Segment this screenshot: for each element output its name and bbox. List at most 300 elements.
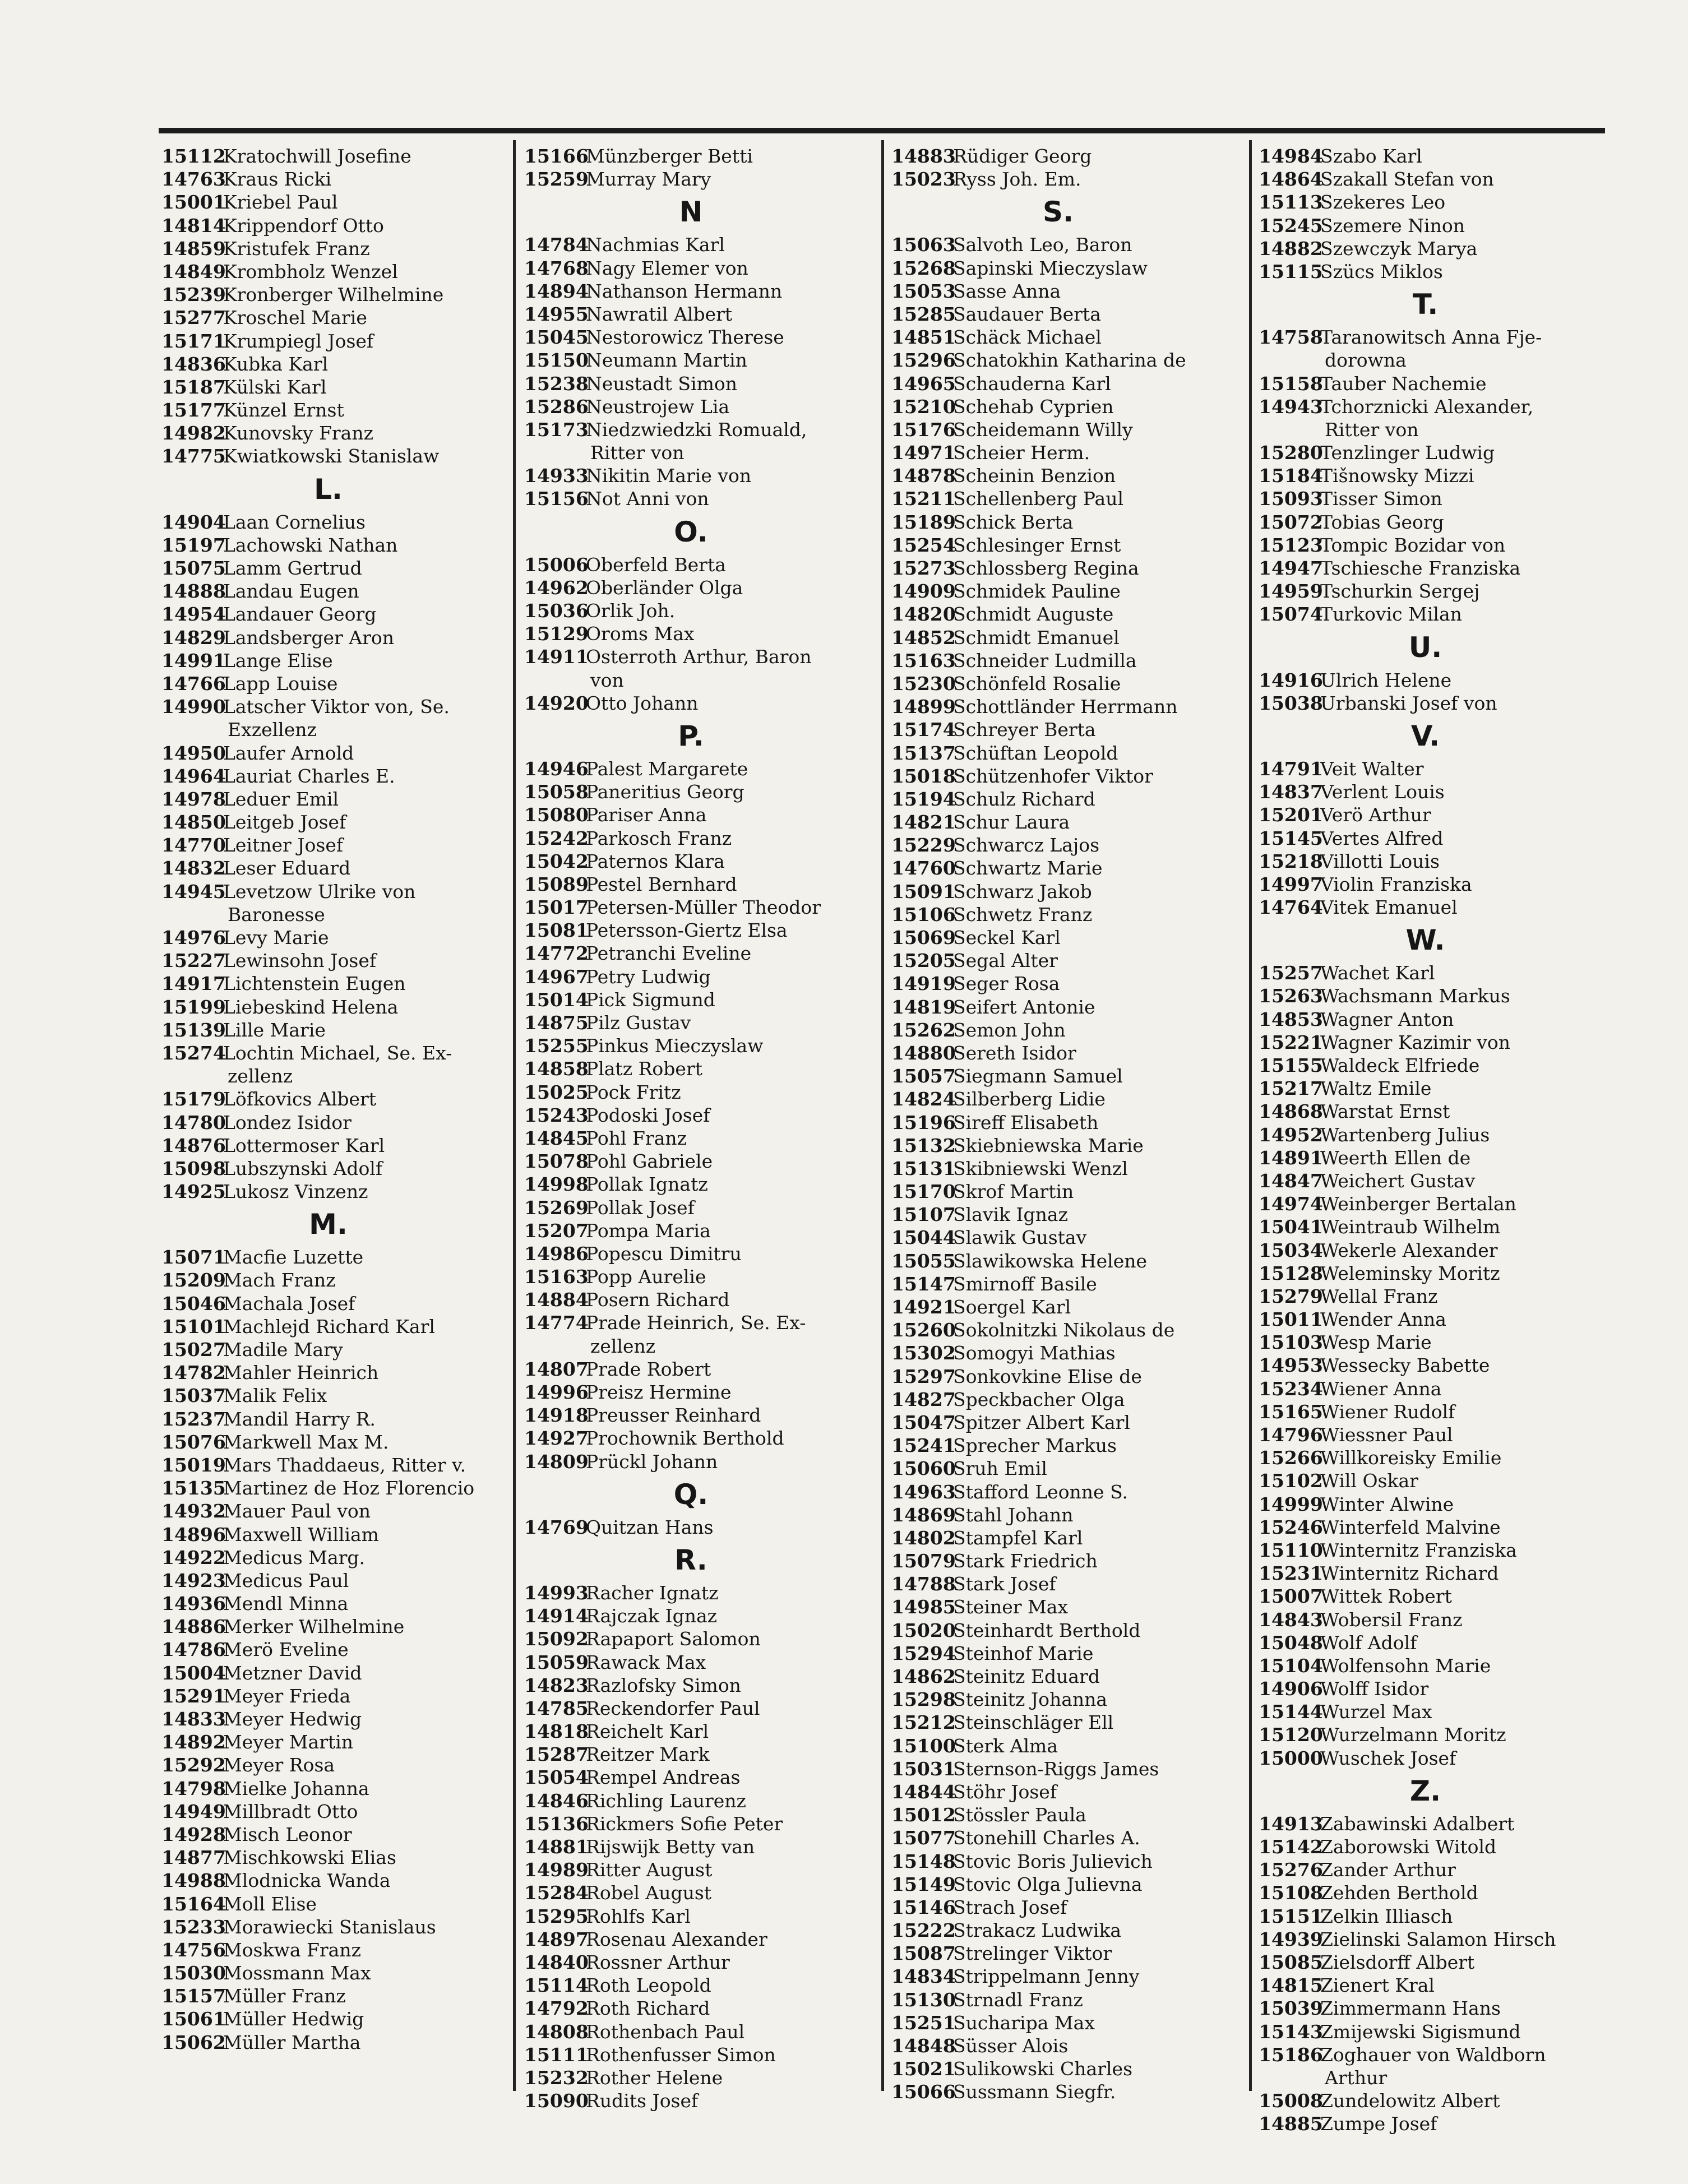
entry-number: 15007 <box>1259 1585 1323 1608</box>
entry-name: Zumpe Josef <box>1320 2113 1437 2135</box>
list-item <box>891 1318 1247 1341</box>
entry-name: Nagy Elemer von <box>586 257 748 279</box>
list-item <box>1259 827 1615 850</box>
entry-number: 15286 <box>524 395 589 418</box>
entry-name: Wesp Marie <box>1320 1331 1432 1354</box>
entry-number: 15229 <box>891 834 956 857</box>
entry-number: 14927 <box>524 1427 589 1450</box>
entry-name: Schönfeld Rosalie <box>953 672 1121 695</box>
entry-name: Madile Mary <box>223 1339 343 1361</box>
entry-number: 15284 <box>524 1882 589 1904</box>
entry-name: Rapaport Salomon <box>586 1628 761 1650</box>
entry-number: 14985 <box>891 1596 956 1618</box>
list-item <box>891 1088 1247 1110</box>
entry-number: 15173 <box>524 418 589 441</box>
entry-name: Zundelowitz Albert <box>1320 2090 1500 2112</box>
entry-name: Neustrojew Lia <box>586 395 730 418</box>
entry-number: 15091 <box>891 880 956 903</box>
entry-number: 14772 <box>524 942 589 965</box>
entry-number: 15287 <box>524 1743 589 1766</box>
list-item <box>161 1111 517 1134</box>
entry-name: Lochtin Michael, Se. Ex- <box>223 1042 452 1064</box>
entry-name: Malik Felix <box>223 1385 327 1407</box>
entry-name: Rohlfs Karl <box>586 1905 691 1927</box>
entry-number: 14952 <box>1259 1123 1323 1146</box>
entry-name: Lachowski Nathan <box>223 534 398 556</box>
entry-name: Saudauer Berta <box>953 303 1101 325</box>
entry-name: Tchorznicki Alexander, <box>1320 395 1534 418</box>
list-item <box>891 1942 1247 1965</box>
entry-number: 15034 <box>1259 1239 1323 1261</box>
entry-name: Kriebel Paul <box>223 191 338 214</box>
entry-number: 15114 <box>524 1974 589 1997</box>
entry-name: Nikitin Marie von <box>586 465 752 487</box>
entry-number: 14974 <box>1259 1193 1323 1215</box>
entry-number: 14766 <box>161 672 226 695</box>
list-item <box>161 1361 517 1384</box>
list-item <box>161 1708 517 1730</box>
entry-name: Robel August <box>586 1882 712 1904</box>
entry-number: 15257 <box>1259 962 1323 984</box>
list-item <box>1259 2020 1615 2043</box>
list-item <box>524 1928 880 1951</box>
list-item <box>161 283 517 306</box>
entry-name: Rossner Arthur <box>586 1951 730 1973</box>
list-item <box>524 1288 880 1311</box>
entry-name: Wurzelmann Moritz <box>1320 1724 1506 1746</box>
list-item <box>524 303 880 326</box>
entry-name: Millbradt Otto <box>223 1800 358 1822</box>
list-item <box>1259 1585 1615 1608</box>
entry-name: Sruh Emil <box>953 1457 1047 1480</box>
entry-name: Reichelt Karl <box>586 1720 709 1743</box>
entry-number: 14832 <box>161 857 226 880</box>
entry-name: Otto Johann <box>586 692 699 714</box>
entry-number: 15069 <box>891 927 956 948</box>
entry-number: 14921 <box>891 1296 956 1318</box>
entry-name: Tschiesche Franziska <box>1320 557 1521 579</box>
entry-name: Leitner Josef <box>223 834 344 857</box>
entry-name: Waldeck Elfriede <box>1320 1054 1480 1076</box>
entry-number: 14963 <box>891 1480 956 1503</box>
list-item <box>891 1480 1247 1503</box>
entry-name: Metzner David <box>223 1662 362 1684</box>
entry-name: Wender Anna <box>1320 1308 1446 1331</box>
list-item <box>891 280 1247 303</box>
entry-name: Sterk Alma <box>953 1734 1058 1757</box>
entry-number: 15047 <box>891 1411 956 1433</box>
list-item <box>1259 1700 1615 1723</box>
entry-number: 15179 <box>161 1088 226 1110</box>
entry-number: 14877 <box>161 1847 226 1869</box>
entry-number: 14996 <box>524 1381 589 1403</box>
entry-name: Mischkowski Elias <box>223 1847 396 1869</box>
entry-name: Paternos Klara <box>586 850 725 872</box>
list-item <box>161 306 517 329</box>
entry-name: Latscher Viktor von, Se. <box>223 696 450 718</box>
list-item <box>891 742 1247 765</box>
list-item <box>161 1454 517 1477</box>
entry-number: 15298 <box>891 1688 956 1711</box>
entry-name: Podoski Josef <box>586 1104 710 1126</box>
list-item <box>524 780 880 803</box>
section-letter: R. <box>674 1543 707 1576</box>
entry-number: 15177 <box>161 399 226 422</box>
entry-number: 14920 <box>524 692 589 714</box>
entry-name: Lottermoser Karl <box>223 1134 385 1156</box>
entry-name: Schmidt Auguste <box>953 603 1114 626</box>
list-item <box>1259 1400 1615 1423</box>
entry-name: Winterfeld Malvine <box>1320 1516 1501 1538</box>
entry-name: Kunovsky Franz <box>223 422 373 445</box>
list-item <box>524 576 880 599</box>
list-item <box>1259 873 1615 896</box>
list-item <box>1259 464 1615 487</box>
entry-name: Zielinski Salamon Hirsch <box>1320 1928 1556 1950</box>
list-item <box>161 1292 517 1315</box>
entry-number: 14916 <box>1259 669 1323 691</box>
entry-name: Tisser Simon <box>1320 488 1442 510</box>
entry-name: Nestorowicz Therese <box>586 326 784 349</box>
entry-name: Schatokhin Katharina de <box>953 349 1186 372</box>
list-item <box>161 1088 517 1110</box>
list-item <box>1259 984 1615 1007</box>
entry-name: Lubszynski Adolf <box>223 1157 383 1179</box>
entry-name: Rajczak Ignaz <box>586 1605 718 1627</box>
entry-number: 14851 <box>891 326 956 349</box>
entry-name: Villotti Louis <box>1320 850 1440 872</box>
entry-name: Stovic Olga Julievna <box>953 1873 1143 1895</box>
list-item <box>524 1581 880 1604</box>
entry-number: 14904 <box>161 511 226 533</box>
entry-number: 15150 <box>524 349 589 372</box>
entry-number: 15171 <box>161 330 226 352</box>
entry-name: Taranowitsch Anna Fje- <box>1320 326 1542 349</box>
list-item <box>524 1627 880 1650</box>
entry-name: Wachsmann Markus <box>1320 985 1510 1007</box>
entry-number: 14756 <box>161 1938 226 1961</box>
entry-name: Mendl Minna <box>223 1593 349 1615</box>
list-item <box>524 1081 880 1104</box>
entry-number: 15107 <box>891 1204 956 1226</box>
list-item <box>1259 1997 1615 2020</box>
list-item <box>891 1642 1247 1665</box>
entry-name: Rosenau Alexander <box>586 1928 767 1950</box>
list-item <box>1259 1123 1615 1146</box>
entry-name: Sternson-Riggs James <box>953 1757 1159 1780</box>
entry-name: Weinberger Bertalan <box>1320 1193 1516 1215</box>
entry-number: 14792 <box>524 1997 589 2020</box>
entry-name: Tenzlinger Ludwig <box>1320 442 1495 464</box>
entry-continuation: Baronesse <box>228 903 325 926</box>
list-item <box>524 1034 880 1057</box>
entry-number: 15187 <box>161 376 226 398</box>
entry-name: Stovic Boris Julievich <box>953 1850 1153 1872</box>
entry-name: Schlossberg Regina <box>953 557 1139 579</box>
list-item <box>161 695 517 718</box>
entry-number: 14954 <box>161 603 226 626</box>
list-item <box>891 1341 1247 1364</box>
column-1 <box>161 145 517 2054</box>
list-item <box>1259 1239 1615 1262</box>
entry-name: Spitzer Albert Karl <box>953 1411 1130 1433</box>
entry-name: Leser Eduard <box>223 857 351 880</box>
list-item <box>161 1592 517 1615</box>
entry-number: 15143 <box>1259 2020 1323 2043</box>
entry-name: Medicus Paul <box>223 1569 349 1591</box>
list-item <box>891 2034 1247 2057</box>
entry-name: Siegmann Samuel <box>953 1065 1123 1088</box>
entry-number: 14852 <box>891 626 956 649</box>
entry-number: 15210 <box>891 395 956 418</box>
list-item <box>891 1919 1247 1942</box>
list-item <box>524 1219 880 1242</box>
entry-number: 15218 <box>1259 850 1323 872</box>
entry-number: 15037 <box>161 1385 226 1407</box>
entry-continuation: zellenz <box>228 1065 293 1088</box>
entry-number: 15255 <box>524 1035 589 1057</box>
entry-number: 14989 <box>524 1859 589 1881</box>
entry-name: Leitgeb Josef <box>223 811 346 834</box>
entry-name: Londez Isidor <box>223 1111 352 1133</box>
entry-number: 14843 <box>1259 1608 1323 1631</box>
list-item <box>161 1477 517 1500</box>
entry-name: Meyer Martin <box>223 1731 354 1753</box>
entry-name: Wittek Robert <box>1320 1585 1452 1608</box>
entry-number: 15277 <box>161 307 226 329</box>
list-item <box>524 280 880 303</box>
entry-number: 14982 <box>161 422 226 445</box>
entry-name: Somogyi Mathias <box>953 1342 1116 1364</box>
entry-name: Szekeres Leo <box>1320 191 1446 214</box>
list-item <box>161 1915 517 1938</box>
entry-name: Oberländer Olga <box>586 576 743 599</box>
entry-number: 15294 <box>891 1642 956 1664</box>
entry-number: 14933 <box>524 465 589 487</box>
entry-number: 15295 <box>524 1905 589 1927</box>
entry-continuation: Exzellenz <box>228 719 317 741</box>
entry-name: Zmijewski Sigismund <box>1320 2020 1521 2043</box>
list-item <box>161 1246 517 1269</box>
entry-number: 14888 <box>161 580 226 603</box>
entry-name: Pollak Josef <box>586 1196 695 1219</box>
entry-number: 14869 <box>891 1503 956 1526</box>
list-item <box>161 260 517 283</box>
entry-name: Prochownik Berthold <box>586 1427 784 1450</box>
list-item <box>161 1893 517 1915</box>
list-item <box>161 1523 517 1546</box>
entry-number: 14868 <box>1259 1100 1323 1123</box>
entry-name: Warstat Ernst <box>1320 1100 1450 1123</box>
entry-name: Schulz Richard <box>953 788 1095 810</box>
entry-number: 14998 <box>524 1173 589 1196</box>
list-item <box>161 834 517 857</box>
list-item <box>891 349 1247 372</box>
list-item <box>161 1730 517 1753</box>
entry-number: 15001 <box>161 191 226 214</box>
list-item <box>161 1269 517 1292</box>
entry-name: Medicus Marg. <box>223 1546 366 1568</box>
entry-name: Veit Walter <box>1320 757 1424 780</box>
list-item <box>891 1896 1247 1919</box>
entry-name: Markwell Max M. <box>223 1431 389 1453</box>
entry-number: 14784 <box>524 234 589 256</box>
entry-name: Reckendorfer Paul <box>586 1697 760 1719</box>
list-item <box>891 649 1247 672</box>
entry-name: Müller Martha <box>223 2031 361 2053</box>
entry-number: 15063 <box>891 234 956 256</box>
list-item <box>161 1569 517 1592</box>
list-item <box>891 903 1247 926</box>
entry-number: 15221 <box>1259 1031 1323 1053</box>
entry-number: 15112 <box>161 145 226 167</box>
list-item <box>1259 1031 1615 1054</box>
column-divider <box>1249 140 1252 2091</box>
entry-name: Scheier Herm. <box>953 442 1090 464</box>
entry-name: Rothenfusser Simon <box>586 2043 776 2066</box>
entry-number: 14849 <box>161 260 226 283</box>
entry-name: Maxwell William <box>223 1523 379 1546</box>
entry-name: Kronberger Wilhelmine <box>223 284 444 306</box>
entry-name: Künzel Ernst <box>223 399 344 422</box>
list-item <box>524 1674 880 1697</box>
list-item <box>1259 1562 1615 1585</box>
list-item <box>161 1157 517 1180</box>
entry-number: 14821 <box>891 811 956 834</box>
list-item <box>1259 1008 1615 1031</box>
entry-number: 14964 <box>161 765 226 787</box>
entry-number: 15042 <box>524 850 589 872</box>
entry-number: 15081 <box>524 919 589 942</box>
entry-number: 14897 <box>524 1928 589 1950</box>
list-item <box>1259 1608 1615 1631</box>
entry-name: Weintraub Wilhelm <box>1320 1216 1501 1238</box>
entry-number: 15111 <box>524 2043 589 2066</box>
list-item <box>1259 326 1615 349</box>
list-item <box>524 464 880 487</box>
entry-name: Nachmias Karl <box>586 234 725 256</box>
list-item <box>891 1365 1247 1388</box>
list-item <box>161 1869 517 1892</box>
entry-number: 15074 <box>1259 603 1323 626</box>
entry-number: 14850 <box>161 811 226 834</box>
entry-name: Wekerle Alexander <box>1320 1239 1498 1261</box>
list-item <box>161 1846 517 1869</box>
entry-number: 15211 <box>891 488 956 510</box>
entry-number: 14883 <box>891 145 956 167</box>
entry-number: 15212 <box>891 1711 956 1734</box>
entry-name: Stonehill Charles A. <box>953 1827 1140 1849</box>
entry-number: 15113 <box>1259 191 1323 214</box>
entry-name: Slawik Gustav <box>953 1227 1087 1249</box>
entry-number: 15149 <box>891 1873 956 1895</box>
entry-name: Schottländer Herrmann <box>953 696 1178 718</box>
entry-number: 14875 <box>524 1012 589 1034</box>
entry-number: 14807 <box>524 1358 589 1380</box>
list-item <box>891 1434 1247 1457</box>
entry-name: Machlejd Richard Karl <box>223 1315 435 1338</box>
list-item <box>161 399 517 422</box>
list-item <box>524 622 880 645</box>
entry-name: Martinez de Hoz Florencio <box>223 1477 475 1500</box>
entry-name: Strnadl Franz <box>953 1988 1083 2011</box>
entry-name: Oberfeld Berta <box>586 553 726 576</box>
list-item <box>524 988 880 1011</box>
entry-name: Lange Elise <box>223 649 333 672</box>
entry-number: 15046 <box>161 1292 226 1315</box>
entry-name: Lewinsohn Josef <box>223 950 377 972</box>
entry-name: Segal Alter <box>953 950 1058 972</box>
list-item <box>891 949 1247 972</box>
entry-number: 15209 <box>161 1269 226 1292</box>
entry-name: Misch Leonor <box>223 1823 352 1845</box>
list-item <box>524 487 880 510</box>
entry-name: Moll Elise <box>223 1893 317 1915</box>
entry-number: 15089 <box>524 873 589 895</box>
entry-number: 14782 <box>161 1362 226 1384</box>
list-item <box>524 1404 880 1427</box>
list-item <box>1259 580 1615 603</box>
list-item <box>161 1408 517 1431</box>
entry-number: 15048 <box>1259 1631 1323 1654</box>
entry-name: Schwetz Franz <box>953 903 1093 926</box>
entry-number: 14947 <box>1259 557 1323 579</box>
entry-number: 15254 <box>891 534 956 556</box>
list-item <box>524 803 880 826</box>
entry-number: 15238 <box>524 372 589 395</box>
list-item <box>1259 1100 1615 1123</box>
list-item <box>161 1546 517 1569</box>
list-item <box>161 1384 517 1407</box>
section-letter: T. <box>1412 288 1439 321</box>
list-item <box>1259 237 1615 260</box>
section-letter: P. <box>678 719 704 752</box>
list-item <box>1259 1974 1615 1997</box>
entry-number: 15217 <box>1259 1077 1323 1100</box>
entry-number: 14836 <box>161 353 226 375</box>
entry-number: 15087 <box>891 1942 956 1965</box>
entry-name: Lamm Gertrud <box>223 557 362 579</box>
entry-number: 15103 <box>1259 1331 1323 1354</box>
entry-name: Levetzow Ulrike von <box>223 880 416 903</box>
entry-number: 14758 <box>1259 326 1323 349</box>
entry-number: 14829 <box>161 626 226 649</box>
entry-name: Stöhr Josef <box>953 1780 1057 1803</box>
list-item <box>1259 145 1615 168</box>
entry-name: Petranchi Eveline <box>586 942 752 965</box>
entry-name: Willkoreisky Emilie <box>1320 1447 1502 1469</box>
list-item <box>161 1662 517 1685</box>
list-item <box>891 557 1247 580</box>
entry-number: 14965 <box>891 372 956 395</box>
list-item <box>161 1180 517 1203</box>
entry-name: Sucharipa Max <box>953 2011 1095 2034</box>
entry-number: 15245 <box>1259 214 1323 237</box>
entry-number: 14997 <box>1259 873 1323 895</box>
entry-name: Zienert Kral <box>1320 1974 1435 1997</box>
section-letter: O. <box>674 515 708 548</box>
entry-number: 14859 <box>161 237 226 260</box>
entry-number: 14853 <box>1259 1008 1323 1030</box>
list-item <box>161 145 517 168</box>
entry-number: 15274 <box>161 1042 226 1064</box>
list-item <box>891 996 1247 1019</box>
column-3 <box>891 145 1247 2104</box>
entry-name: Palest Margarete <box>586 757 748 780</box>
entry-number: 15170 <box>891 1181 956 1203</box>
list-item <box>161 330 517 353</box>
entry-name: Skrof Martin <box>953 1181 1074 1203</box>
